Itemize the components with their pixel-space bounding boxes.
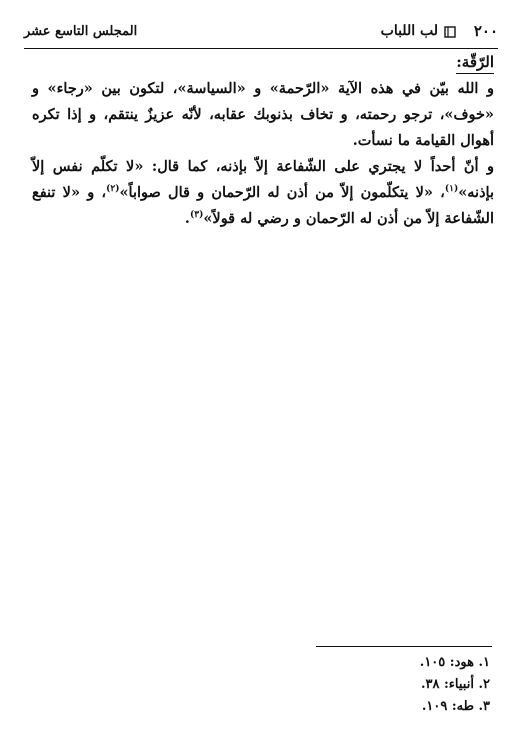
session-title: المجلس التاسع عشر xyxy=(24,24,138,39)
main-text xyxy=(32,50,494,232)
quote-text: ، و «لا تنفع الشّفاعة إلاّ من أذن له الرّحمان و رضي له قولاً» xyxy=(32,184,494,227)
paragraph: و الله بيّن في هذه الآية «الرّحمة» و «السياسة»، لتكون بين «رجاء» و «خوف»، ترجو رحمته، و تخاف بذنوبك عقابه، لأنّه عزيزٌ ينتقم، و إذا تكره أهوال القيامة ما نسأت. xyxy=(32,80,494,149)
footnote: ١. هود: ١٠٥. xyxy=(419,655,490,670)
footnote-ref: (١) xyxy=(444,184,459,195)
footnote-ref: (٢) xyxy=(106,184,120,195)
footnotes xyxy=(420,652,490,718)
running-header xyxy=(24,20,498,49)
section-heading: الرّقّة: xyxy=(456,51,494,74)
footnote-separator xyxy=(316,646,492,647)
paragraph xyxy=(32,154,494,232)
footnote-ref: (٣) xyxy=(189,210,204,221)
paragraph-end: . xyxy=(184,210,190,227)
book-icon xyxy=(444,26,456,38)
quote-text: ، «لا يتكلّمون إلاّ من أذن له الرّحمان و قال صواباً» xyxy=(119,184,445,201)
footnote: ٣. طه: ١٠٩. xyxy=(421,699,490,714)
book-title: لب اللباب xyxy=(380,23,438,39)
quote-text: و أنّ أحداً لا يجتري على الشّفاعة إلاّ بإذنه، كما قال: «لا تكلّم نفس إلاّ بإذنه» xyxy=(32,158,494,201)
footnote: ٢. أنبياء: ٣٨. xyxy=(420,677,490,692)
page-number: ٢٠٠ xyxy=(473,22,498,40)
